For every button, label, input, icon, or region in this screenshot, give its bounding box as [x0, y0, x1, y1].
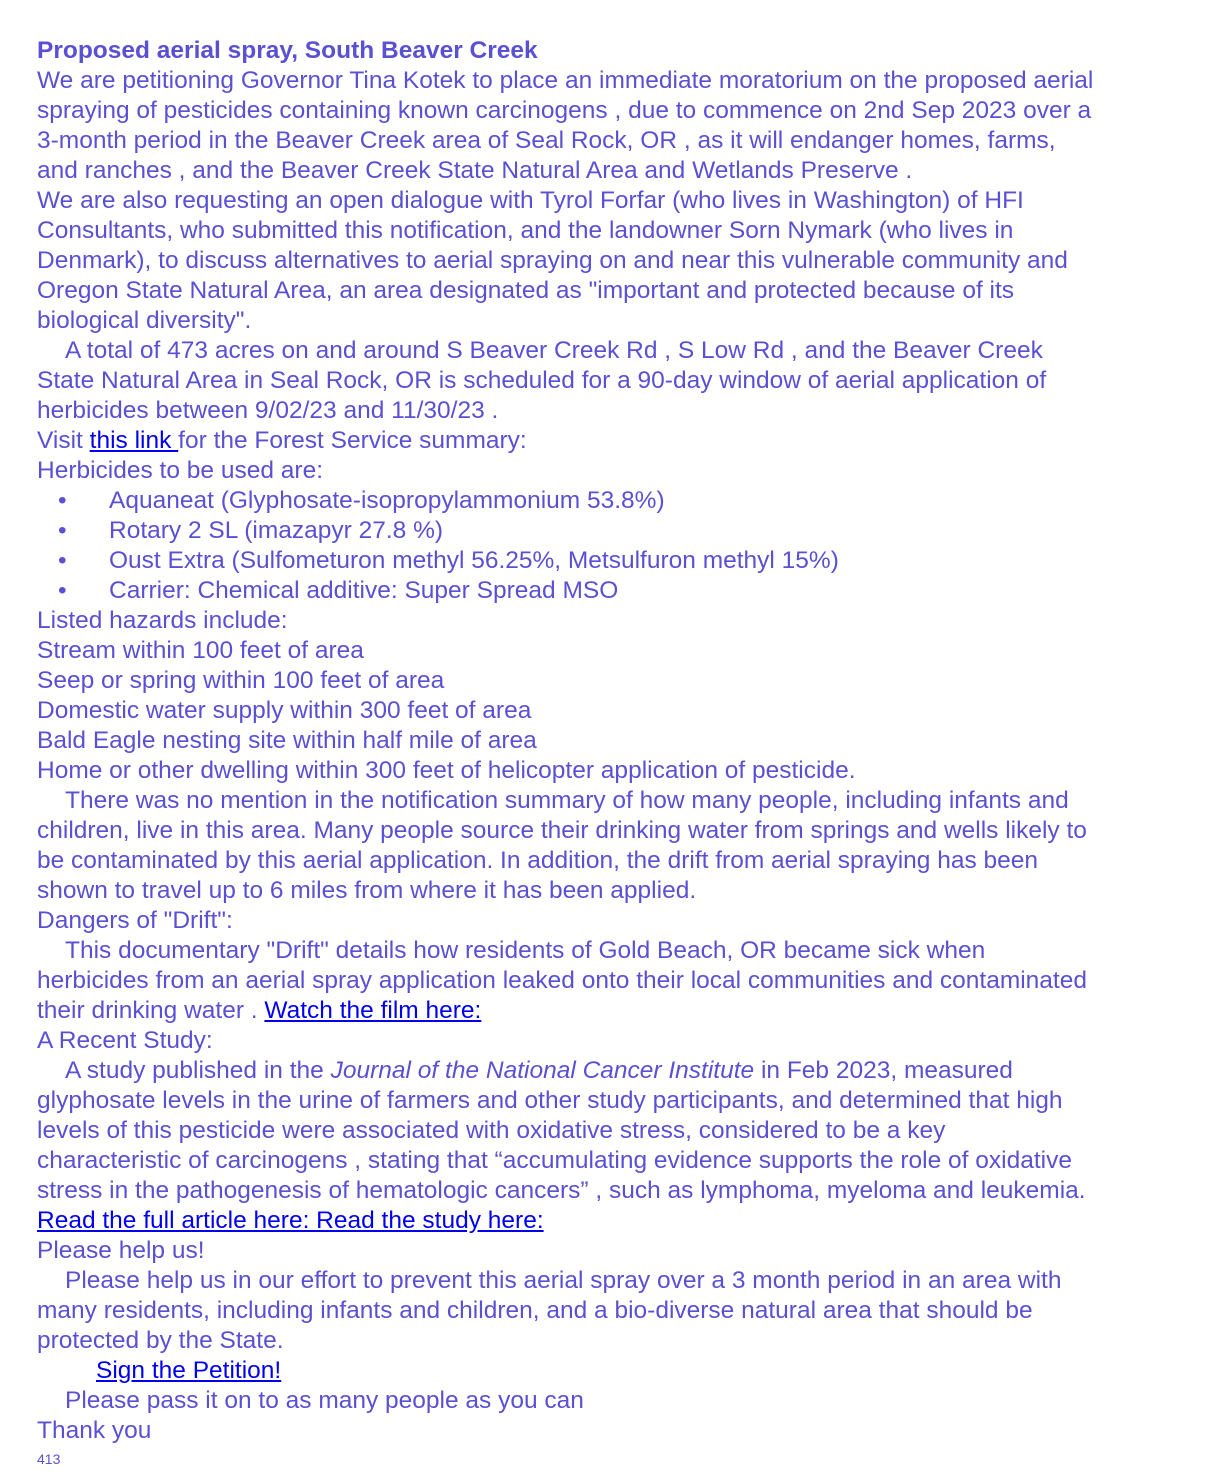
text-line: and ranches , and the Beaver Creek State Natural Area and Wetlands Preserve . — [37, 157, 913, 184]
journal-name: Journal of the National Cancer Institute — [330, 1057, 755, 1084]
list-item: Domestic water supply within 300 feet of area — [37, 697, 532, 724]
list-item: Bald Eagle nesting site within half mile of area — [37, 727, 537, 754]
text-line: Please help us in our effort to prevent this aerial spray over a 3 month period in an area with — [65, 1267, 1062, 1294]
text-line: shown to travel up to 6 miles from where it has been applied. — [37, 877, 697, 904]
text-line — [37, 996, 1217, 1026]
sign-petition-link[interactable]: Sign the Petition! — [96, 1357, 282, 1384]
text-line: We are also requesting an open dialogue with Tyrol Forfar (who lives in Washington) of HFI — [37, 187, 1024, 214]
list-item: • Aquaneat (Glyphosate-isopropylammonium 53.8%) — [37, 486, 1217, 516]
list-item: Seep or spring within 100 feet of area — [37, 667, 445, 694]
list-item: • Rotary 2 SL (imazapyr 27.8 %) — [37, 516, 1217, 546]
text-line: stress in the pathogenesis of hematologic cancers” , such as lymphoma, myeloma and leukemia. — [37, 1177, 1086, 1204]
forest-service-link[interactable]: this link — [89, 427, 179, 454]
text-line: A total of 473 acres on and around S Beaver Creek Rd , S Low Rd , and the Beaver Creek — [65, 337, 1043, 364]
text-line: We are petitioning Governor Tina Kotek to place an immediate moratorium on the proposed aerial — [37, 67, 1094, 94]
text-line: This documentary "Drift" details how residents of Gold Beach, OR became sick when — [65, 937, 986, 964]
text-line: biological diversity". — [37, 307, 252, 334]
hazard-list — [37, 636, 1217, 786]
pass-on-text: Please pass it on to as many people as you can — [65, 1387, 584, 1414]
population-paragraph — [37, 786, 1217, 906]
list-item: Home or other dwelling within 300 feet of helicopter application of pesticide. — [37, 757, 856, 784]
text-line: be contaminated by this aerial application. In addition, the drift from aerial spraying has been — [37, 847, 1039, 874]
text-line: herbicides between 9/02/23 and 11/30/23 . — [37, 397, 499, 424]
drift-paragraph — [37, 936, 1217, 1026]
petition-document — [37, 36, 1217, 1467]
petition-title: Proposed aerial spray, South Beaver Creek — [37, 37, 538, 64]
list-item: Stream within 100 feet of area — [37, 637, 364, 664]
drift-last-prefix: their drinking water . — [37, 997, 265, 1024]
herbicides-heading: Herbicides to be used are: — [37, 457, 323, 484]
hazards-heading: Listed hazards include: — [37, 607, 288, 634]
visit-suffix: for the Forest Service summary: — [178, 427, 527, 454]
text-line: children, live in this area. Many people source their drinking water from springs and wells likely to — [37, 817, 1087, 844]
help-heading: Please help us! — [37, 1237, 205, 1264]
text-line: State Natural Area in Seal Rock, OR is scheduled for a 90-day window of aerial application of — [37, 367, 1047, 394]
list-item: • Oust Extra (Sulfometuron methyl 56.25%, Metsulfuron methyl 15%) — [37, 546, 1217, 576]
study-heading: A Recent Study: — [37, 1027, 213, 1054]
herbicide-list — [37, 486, 1217, 606]
drift-heading: Dangers of "Drift": — [37, 907, 233, 934]
text-line: levels of this pesticide were associated with oxidative stress, considered to be a key — [37, 1117, 946, 1144]
cut-off-text: 413 — [37, 1451, 61, 1467]
text-line: characteristic of carcinogens , stating that “accumulating evidence supports the role of oxidative — [37, 1147, 1072, 1174]
text-line: many residents, including infants and children, and a bio-diverse natural area that should be — [37, 1297, 1033, 1324]
acreage-paragraph — [37, 336, 1217, 426]
text-line: glyphosate levels in the urine of farmers and other study participants, and determined that high — [37, 1087, 1063, 1114]
study-prefix: A study published in the — [65, 1057, 331, 1084]
text-line — [37, 1056, 1217, 1086]
text-line: protected by the State. — [37, 1327, 284, 1354]
list-item: • Carrier: Chemical additive: Super Spread MSO — [37, 576, 1217, 606]
text-line: 3-month period in the Beaver Creek area of Seal Rock, OR , as it will endanger homes, farms, — [37, 127, 1056, 154]
watch-film-link[interactable]: Watch the film here: — [264, 997, 482, 1024]
study-paragraph — [37, 1056, 1217, 1206]
study-suffix: in Feb 2023, measured — [754, 1057, 1013, 1084]
thank-you-text: Thank you — [37, 1417, 152, 1444]
help-paragraph — [37, 1266, 1217, 1356]
text-line: There was no mention in the notification summary of how many people, including infants and — [65, 787, 1069, 814]
text-line: Denmark), to discuss alternatives to aerial spraying on and near this vulnerable community and — [37, 247, 1068, 274]
text-line: Oregon State Natural Area, an area designated as "important and protected because of its — [37, 277, 1015, 304]
article-link-line — [37, 1206, 1217, 1236]
text-line: Consultants, who submitted this notification, and the landowner Sorn Nymark (who lives in — [37, 217, 1014, 244]
visit-prefix: Visit — [37, 427, 90, 454]
intro-paragraph — [37, 66, 1217, 186]
text-line: herbicides from an aerial spray application leaked onto their local communities and contaminated — [37, 967, 1087, 994]
text-line: spraying of pesticides containing known carcinogens , due to commence on 2nd Sep 2023 over a — [37, 97, 1092, 124]
sign-link-line — [37, 1356, 1217, 1386]
dialogue-paragraph — [37, 186, 1217, 336]
visit-line — [37, 426, 1217, 456]
read-article-link[interactable]: Read the full article here: Read the study here: — [37, 1207, 544, 1234]
